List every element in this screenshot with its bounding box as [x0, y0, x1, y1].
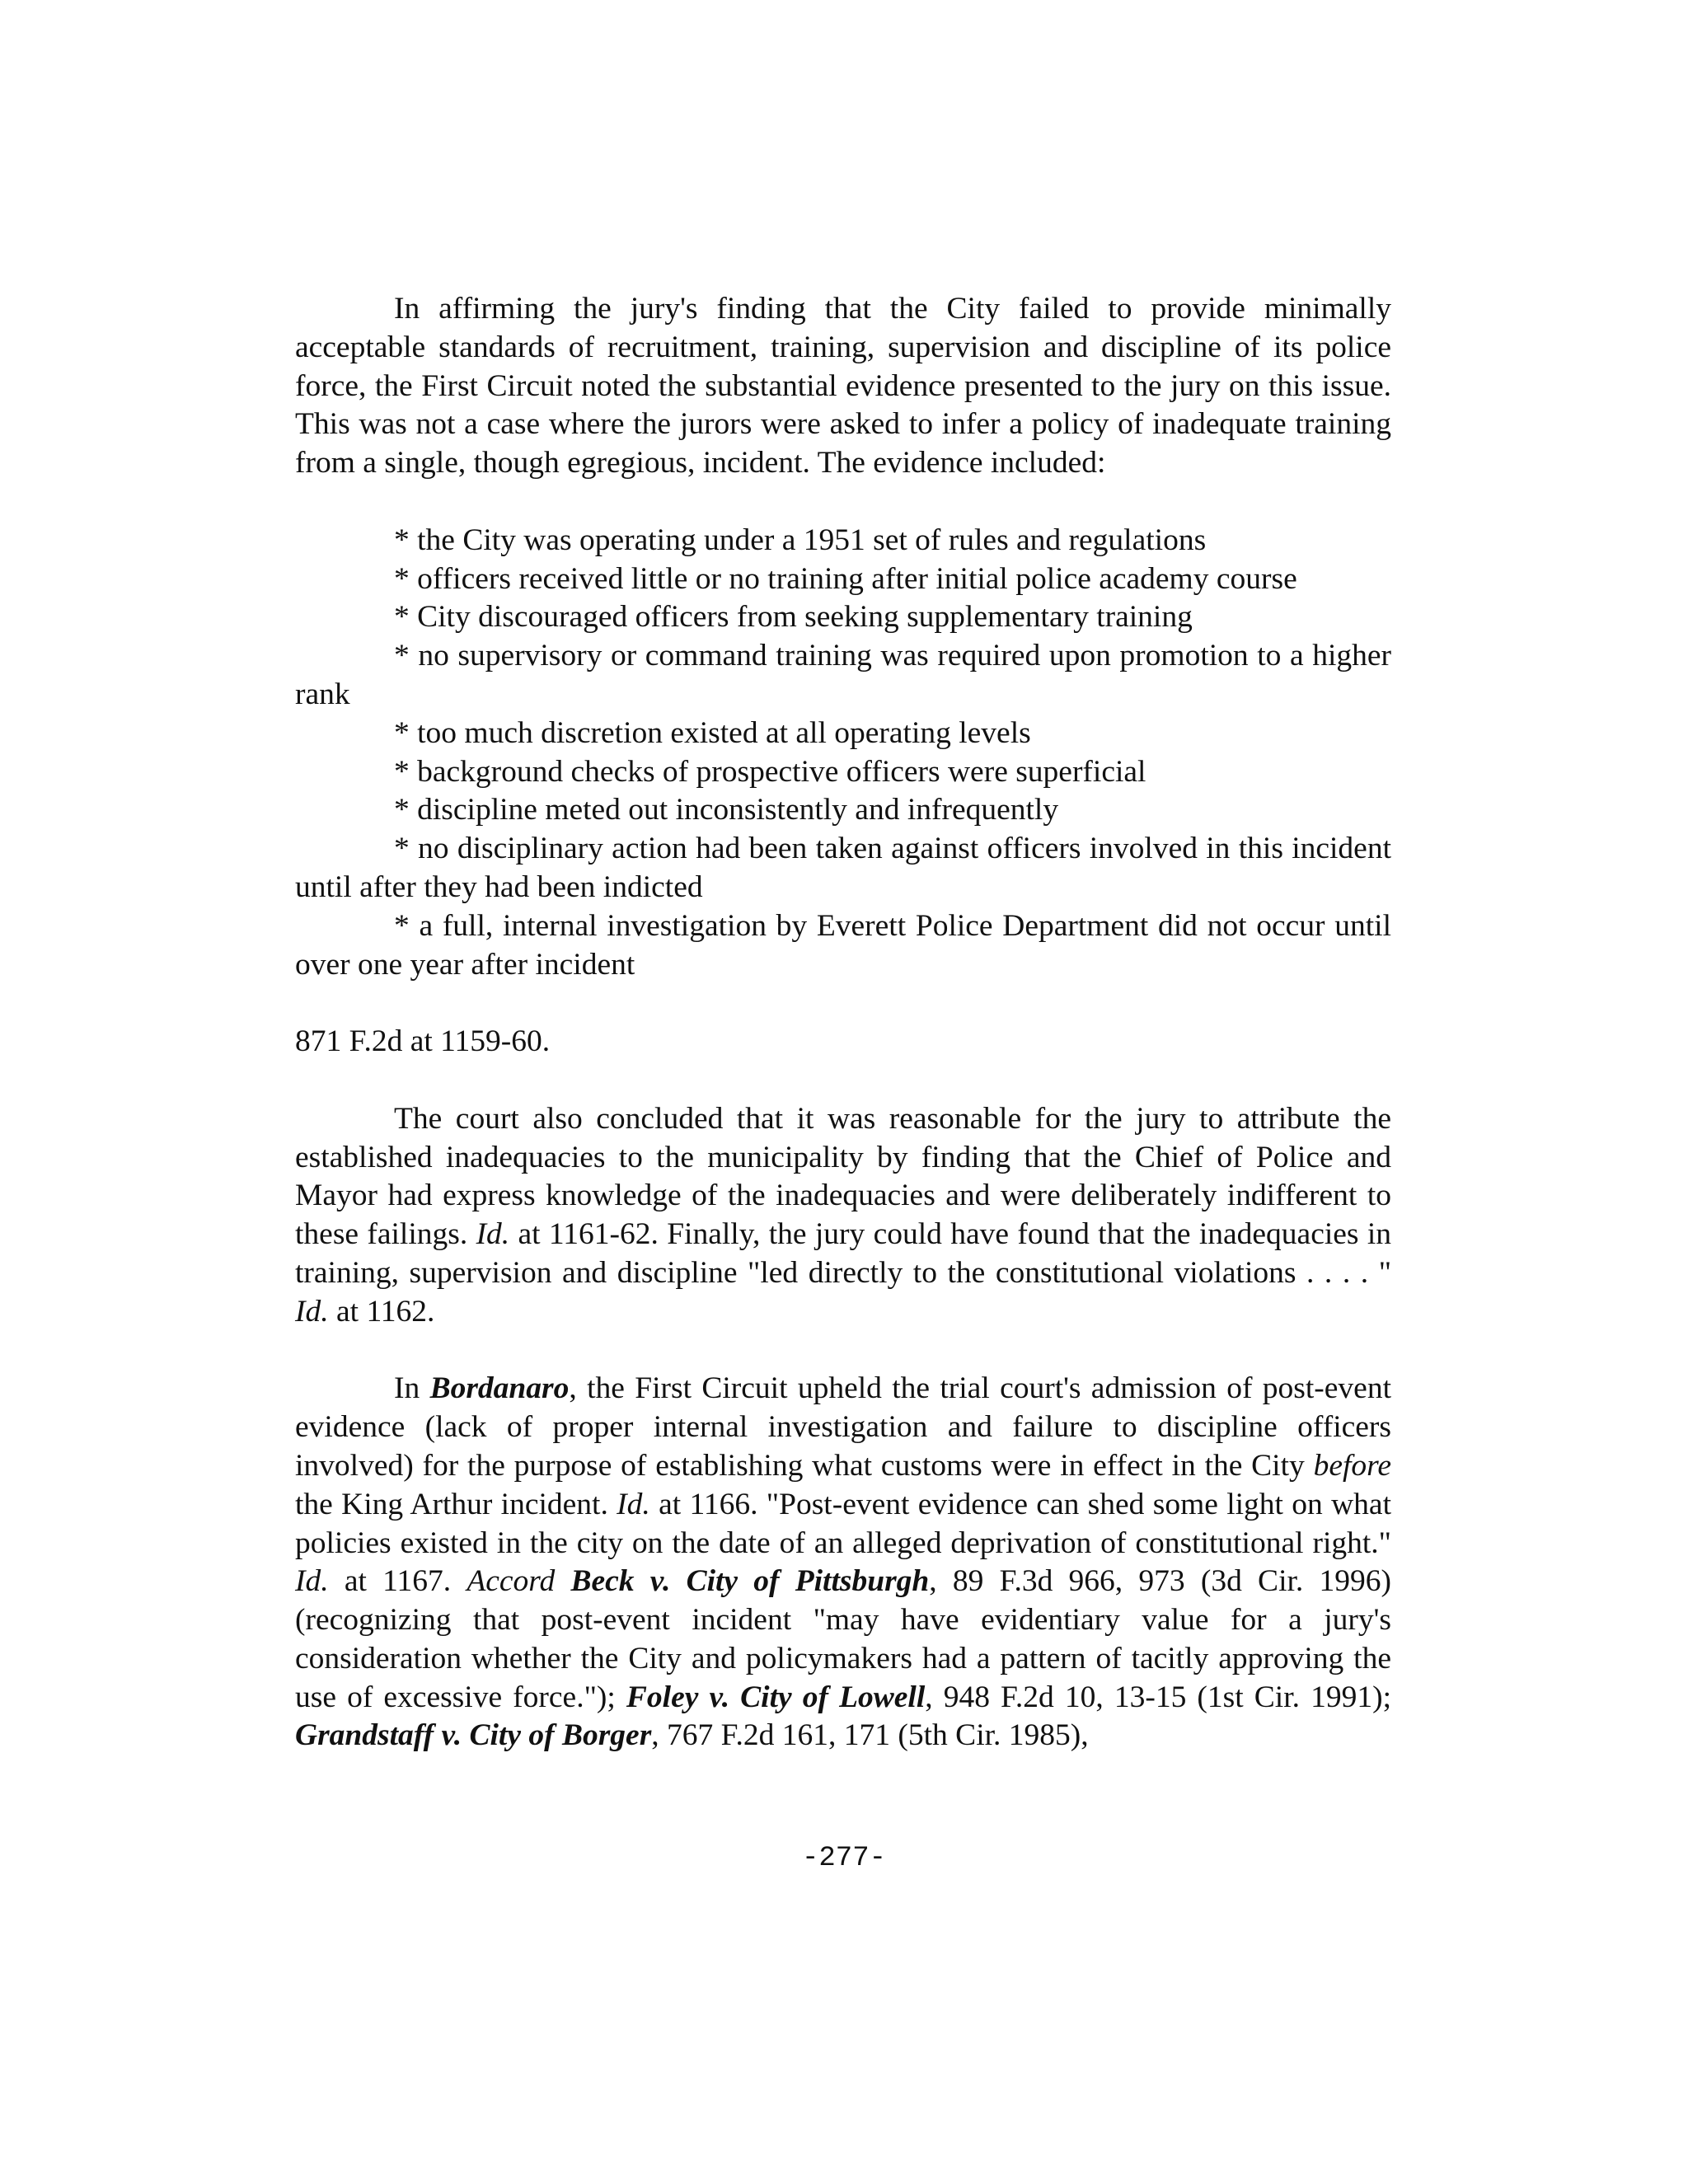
spacer	[295, 483, 1391, 522]
case-name: Beck v. City of Pittsburgh	[570, 1564, 930, 1599]
spacer	[295, 1062, 1391, 1100]
emphasis: before	[1313, 1448, 1391, 1483]
evidence-item: * discipline meted out inconsistently and infrequently	[394, 793, 1059, 827]
text-run: at 1167.	[328, 1564, 467, 1599]
evidence-item: * officers received little or no training after initial police academy course	[394, 561, 1297, 596]
paragraph-affirming: In affirming the jury's finding that the City failed to provide minimally acceptable standards of recruitment, training, supervision and discipline of its police force, the First Circuit noted the substantial evidence presented to the jury on this issue. This was not a case where the jurors were asked to infer a policy of inadequate training from a single, though egregious, incident. The evidence included:	[295, 292, 1391, 480]
text-run: , 89 F.3d 966, 973 (3d Cir. 1996) (recognizing that post-event incident "may have evidentiary value for a jury's consideration whether the City and policymakers had a pattern of tacitly approving the use of excessive force.");	[295, 1564, 1391, 1714]
paragraph-court-concluded	[295, 1100, 1391, 1332]
evidence-list	[295, 522, 1391, 985]
evidence-item: * too much discretion existed at all operating levels	[394, 715, 1031, 750]
id-citation: Id.	[476, 1217, 510, 1252]
text-run: , the First Circuit upheld the trial court's admission of post-event evidence (lack of proper internal investigation and failure to discipline officers involved) for the purpose of establishing what customs were in effect in the City	[295, 1371, 1391, 1483]
spacer	[295, 984, 1391, 1023]
document-page	[295, 290, 1391, 1755]
spacer	[295, 1332, 1391, 1371]
evidence-item: * a full, internal investigation by Everett Police Department did not occur until over one year after incident	[295, 908, 1391, 982]
text-run: at 1161-62. Finally, the jury could have found that the inadequacies in training, supervision and discipline "led directly to the constitutional violations . . . . "	[295, 1217, 1391, 1290]
id-citation: Id.	[617, 1487, 650, 1521]
case-name: Bordanaro	[429, 1371, 570, 1406]
evidence-item: * the City was operating under a 1951 set of rules and regulations	[394, 523, 1207, 557]
text-run: In	[394, 1371, 430, 1406]
citation: 871 F.2d at 1159-60.	[295, 1024, 551, 1059]
text-run	[555, 1564, 570, 1598]
evidence-item: * no disciplinary action had been taken against officers involved in this incident until after they had been indicted	[295, 832, 1391, 904]
page-number: -277-	[801, 1843, 887, 1874]
signal-accord: Accord	[467, 1564, 556, 1599]
paragraph-bordanaro	[295, 1370, 1391, 1755]
case-name: Foley v. City of Lowell	[626, 1680, 926, 1714]
evidence-item: * no supervisory or command training was required upon promotion to a higher rank	[295, 639, 1391, 711]
text-run: The court also concluded that it was reasonable for the jury to attribute the established inadequacies to the municipality by finding that the Chief of Police and Mayor had express knowledge of the inadequacies and were deliberately indifferent to these failings.	[295, 1101, 1391, 1252]
id-citation: Id.	[295, 1564, 329, 1599]
text-run: the King Arthur incident.	[295, 1487, 617, 1521]
evidence-item: * background checks of prospective officers were superficial	[394, 754, 1146, 789]
id-citation: Id.	[295, 1294, 329, 1329]
case-name: Grandstaff v. City of Borger	[295, 1718, 652, 1753]
evidence-item: * City discouraged officers from seeking supplementary training	[394, 600, 1193, 635]
text-run: , 948 F.2d 10, 13-15 (1st Cir. 1991);	[925, 1680, 1391, 1714]
text-run: at 1166. "Post-event evidence can shed some light on what policies existed in the city on the date of an alleged deprivation of constitutional right."	[295, 1487, 1391, 1560]
text-run: at 1162.	[328, 1294, 435, 1329]
text-run: , 767 F.2d 161, 171 (5th Cir. 1985),	[651, 1718, 1089, 1753]
